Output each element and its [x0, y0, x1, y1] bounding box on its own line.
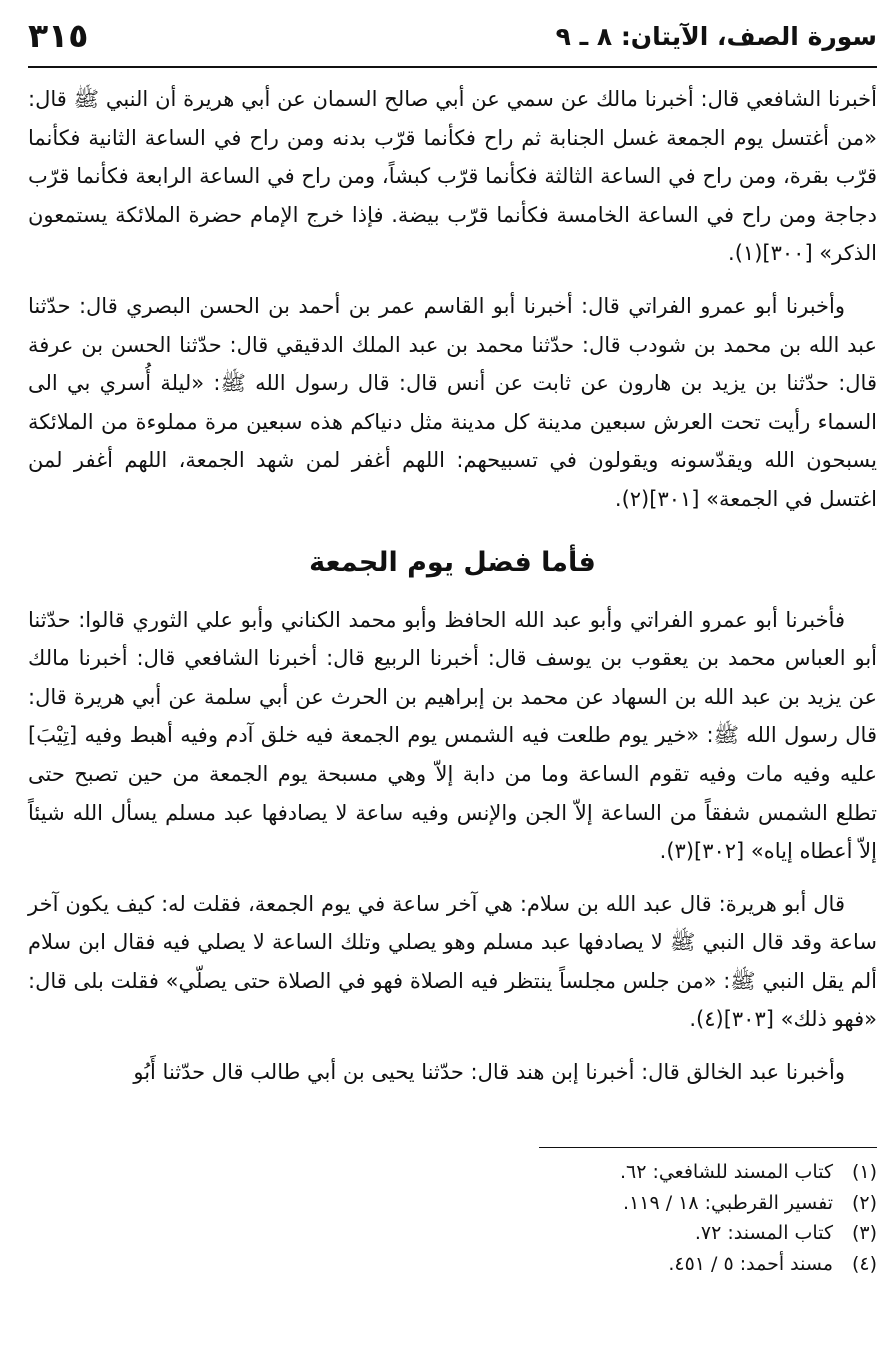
surah-title: سورة الصف، الآيتان: ٨ ـ ٩ [555, 22, 877, 51]
paragraph [28, 885, 877, 1039]
footnote [28, 1218, 877, 1249]
footnote [28, 1249, 877, 1280]
paragraph-text: قال أبو هريرة: قال عبد الله بن سلام: هي آخر ساعة في يوم الجمعة، فقلت له: كيف يكون آخر ساعة وقد قال النبي ﷺ لا يصادفها عبد مسلم وهو يصلي وتلك الساعة لا يصلي فيه فقال ابن سلام ألم يقل النبي ﷺ: «من جلس مجلساً ينتظر فيه الصلاة فهو في الصلاة حتى يصلّي» فقلت بلى قال: «فهو ذلك» [٣٠٣](٤). [28, 891, 877, 1032]
page-number: ٣١٥ [28, 16, 89, 55]
footnote-separator [539, 1147, 877, 1148]
footnote-text: تفسير القرطبي: ١٨ / ١١٩. [623, 1191, 833, 1214]
paragraph-text: فأخبرنا أبو عمرو الفراتي وأبو عبد الله الحافظ وأبو محمد الكناني وأبو علي الثوري قالوا: حدّثنا أبو العباس محمد بن يعقوب بن يوسف قال: أخبرنا الربيع قال: أخبرنا الشافعي قال: أخبرنا مالك عن يزيد بن عبد الله بن السهاد عن محمد بن إبراهيم بن الحرث عن أبي سلمة عن أبي هريرة قال: قال رسول الله ﷺ: «خير يوم طلعت فيه الشمس يوم الجمعة فيه خلق آدم وفيه أهبط وفيه [تِيْبَ] عليه وفيه مات وفيه تقوم الساعة وما من دابة إلاّ وهي مسبحة يوم الجمعة من حين تصبح حتى تطلع الشمس شفقاً من الساعة إلاّ الجن والإنس وفيه ساعة لا يصادفها عبد مسلم يسأل الله شيئاً إلاّ أعطاه إياه» [٣٠٢](٣). [28, 607, 877, 864]
paragraph-text: وأخبرنا عبد الخالق قال: أخبرنا إبن هند قال: حدّثنا يحيى بن أبي طالب قال حدّثنا أَبُو [133, 1060, 845, 1085]
main-text [28, 80, 877, 1106]
paragraph-text: أخبرنا الشافعي قال: أخبرنا مالك عن سمي عن أبي صالح السمان عن أبي هريرة أن النبي ﷺ قال: «من أغتسل يوم الجمعة غسل الجنابة ثم راح فكأنما قرّب بدنه ومن راح في الساعة الثانية فكأنما قرّب بقرة، ومن راح في الساعة الثالثة فكأنما قرّب كبشاً، ومن راح في الساعة الرابعة فكأنما قرّب دجاجة ومن راح في الساعة الخامسة فكأنما قرّب بيضة. فإذا خرج الإمام حضرة الملائكة يستمعون الذكر» [٣٠٠](١). [28, 87, 877, 266]
paragraph-text: وأخبرنا أبو عمرو الفراتي قال: أخبرنا أبو القاسم عمر بن أحمد بن الحسن البصري قال: حدّثنا عبد الله بن محمد بن شودب قال: حدّثنا محمد بن عبد الملك الدقيقي قال: حدّثنا الحسن بن عرفة قال: حدّثنا بن يزيد بن هارون عن ثابت عن أنس قال: قال رسول الله ﷺ: «ليلة أُسري بي الى السماء رأيت تحت العرش سبعين مدينة كل مدينة مثل دنياكم هذه سبعين مرة مملوءة من الملائكة يسبحون الله ويقدّسونه ويقولون في تسبيحهم: اللهم أغفر لمن شهد الجمعة، اللهم أغفر لمن اغتسل في الجمعة» [٣٠١](٢). [28, 293, 877, 511]
footnote-number: (٣) [851, 1222, 877, 1244]
footnotes [28, 1157, 877, 1279]
footnote-number: (١) [851, 1161, 877, 1183]
paragraph [28, 1053, 877, 1092]
paragraph [28, 601, 877, 871]
footnote [28, 1157, 877, 1188]
page-header [28, 14, 877, 68]
footnote-number: (٤) [851, 1252, 877, 1275]
footnote [28, 1188, 877, 1219]
footnote-text: كتاب المسند للشافعي: ٦٢. [619, 1161, 833, 1183]
paragraph [28, 287, 877, 519]
footnote-text: كتاب المسند: ٧٢. [694, 1222, 833, 1244]
section-heading: فأما فضل يوم الجمعة [309, 546, 596, 578]
paragraph [28, 80, 877, 273]
footnote-number: (٢) [851, 1191, 877, 1214]
footnote-text: مسند أحمد: ٥ / ٤٥١. [668, 1252, 833, 1275]
